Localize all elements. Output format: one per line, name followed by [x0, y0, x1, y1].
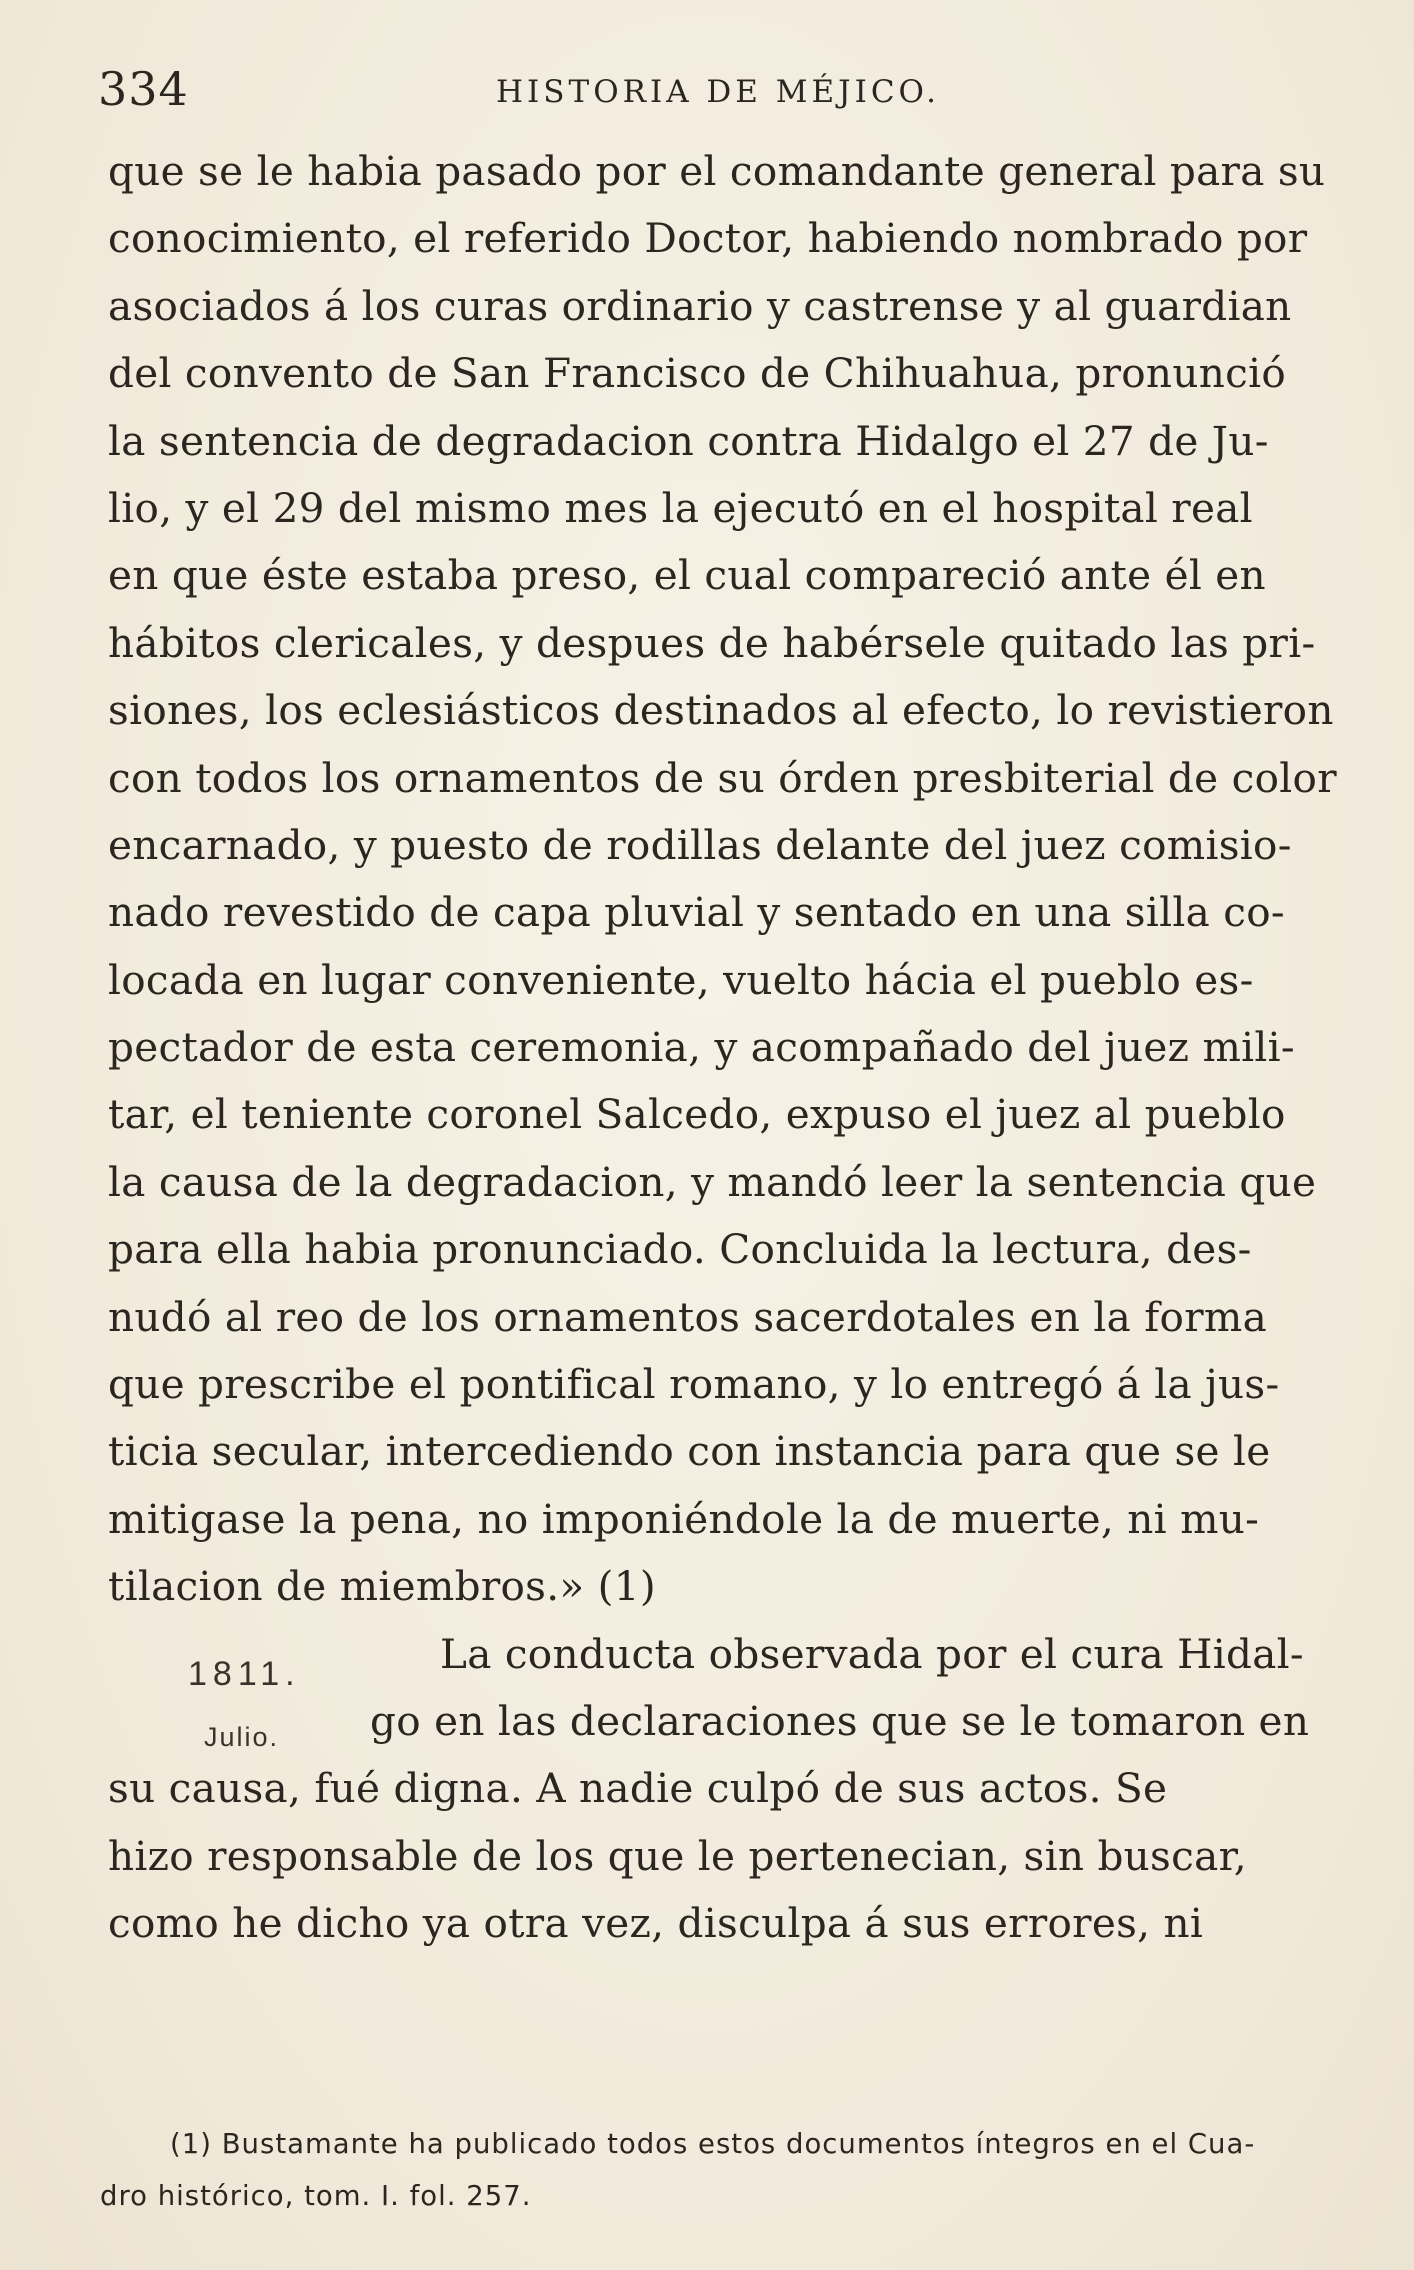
- footnote-line: (1) Bustamante ha publicado todos estos documentos íntegros en el Cua-: [170, 2128, 1256, 2160]
- text-line: pectador de esta ceremonia, y acompañado del juez mili-: [108, 1023, 1295, 1072]
- text-line: lio, y el 29 del mismo mes la ejecutó en el hospital real: [108, 483, 1253, 532]
- text-line: nudó al reo de los ornamentos sacerdotales en la forma: [108, 1292, 1268, 1341]
- page-header: [98, 62, 1348, 122]
- text-line-indented: go en las declaraciones que se le tomaron en: [370, 1696, 1310, 1745]
- text-line: mitigase la pena, no imponiéndole la de muerte, ni mu-: [108, 1494, 1260, 1543]
- text-line: hábitos clericales, y despues de habérsele quitado las pri-: [108, 618, 1316, 667]
- footnote-line: dro histórico, tom. I. fol. 257.: [100, 2180, 532, 2212]
- text-line-indented: La conducta observada por el cura Hidal-: [440, 1629, 1304, 1678]
- text-line: encarnado, y puesto de rodillas delante del juez comisio-: [108, 820, 1292, 869]
- text-line: la causa de la degradacion, y mandó leer la sentencia que: [108, 1157, 1317, 1206]
- text-line: como he dicho ya otra vez, disculpa á sus errores, ni: [108, 1899, 1204, 1948]
- text-line: asociados á los curas ordinario y castrense y al guardian: [108, 281, 1292, 330]
- text-line: siones, los eclesiásticos destinados al efecto, lo revistieron: [108, 686, 1334, 735]
- text-line: tilacion de miembros.» (1): [108, 1562, 656, 1611]
- text-line: la sentencia de degradacion contra Hidalgo el 27 de Ju-: [108, 416, 1269, 465]
- text-line: ticia secular, intercediendo con instancia para que se le: [108, 1427, 1271, 1476]
- margin-note-month: Julio.: [204, 1722, 280, 1752]
- text-line: su causa, fué digna. A nadie culpó de sus actos. Se: [108, 1764, 1168, 1813]
- text-line: hizo responsable de los que le pertenecian, sin buscar,: [108, 1831, 1247, 1880]
- text-line: locada en lugar conveniente, vuelto hácia el pueblo es-: [108, 955, 1254, 1004]
- footnote: [100, 2118, 1380, 2222]
- text-line: que prescribe el pontifical romano, y lo entregó á la jus-: [108, 1360, 1280, 1409]
- running-title: HISTORIA DE MÉJICO.: [496, 74, 940, 110]
- text-line: nado revestido de capa pluvial y sentado en una silla co-: [108, 888, 1285, 937]
- text-line: en que éste estaba preso, el cual compareció ante él en: [108, 551, 1266, 600]
- text-line: que se le habia pasado por el comandante general para su: [108, 147, 1326, 195]
- margin-note-year: 1811.: [188, 1655, 301, 1693]
- text-line: para ella habia pronunciado. Concluida la lectura, des-: [108, 1225, 1252, 1274]
- text-line: tar, el teniente coronel Salcedo, expuso el juez al pueblo: [108, 1090, 1286, 1139]
- text-line: del convento de San Francisco de Chihuahua, pronunció: [108, 349, 1287, 398]
- page-number: 334: [98, 62, 189, 116]
- text-line: conocimiento, el referido Doctor, habiendo nombrado por: [108, 214, 1308, 263]
- text-line: con todos los ornamentos de su órden presbiterial de color: [108, 753, 1337, 802]
